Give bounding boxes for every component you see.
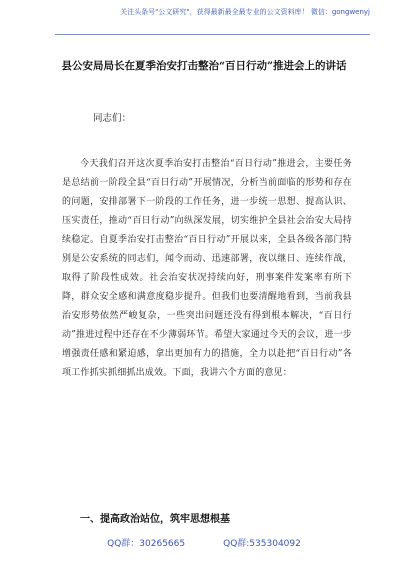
document-title: 县公安局局长在夏季治安打击整治“百日行动”推进会上的讲话 bbox=[61, 60, 347, 72]
header-divider bbox=[55, 34, 370, 35]
salutation: 同志们： bbox=[93, 113, 132, 124]
footer-qq-group-1: QQ群：30265665 bbox=[107, 539, 186, 549]
body-paragraph: 今天我们召开这次夏季治安打击整治“百日行动”推进会，主要任务是总结前一阶段全县“百日行动”开展情况，分析当前面临的形势和存在的问题，安排部署下一阶段的工作任务，进一步统一思想、提高认识、压实责任，推动“百日行动”向纵深发展，切实维护全县社会治安大局持续稳定。自夏季治安打击整治“百日行动”开展以来，全县各级各部门特别是公安系统的同志们，闻令而动、迅速部署，夜以继日、连续作战，取得了阶段性成效。社会治安状况持续向好，刑事案件发案率有所下降，群众安全感和满意度稳步提升。但我们也要清醒地看到，当前我县治安形势依然严峻复杂，一些突出问题还没有得到根本解决，“百日行动”推进过程中还存在不少薄弱环节。希望大家通过今天的会议，进一步增强责任感和紧迫感，拿出更加有力的措施，全力以赴把“百日行动”各项工作抓实抓细抓出成效。下面，我讲六个方面的意见： bbox=[62, 159, 353, 378]
header-promo-note: 关注头条号"公文研究"，获得最新最全最专业的公文资料库！ 微信：gongwenyj bbox=[120, 8, 370, 16]
footer-qq-group-2: QQ群:535304092 bbox=[223, 539, 301, 549]
section-heading-1: 一、提高政治站位，筑牢思想根基 bbox=[80, 514, 230, 525]
footer-contact bbox=[0, 539, 408, 550]
